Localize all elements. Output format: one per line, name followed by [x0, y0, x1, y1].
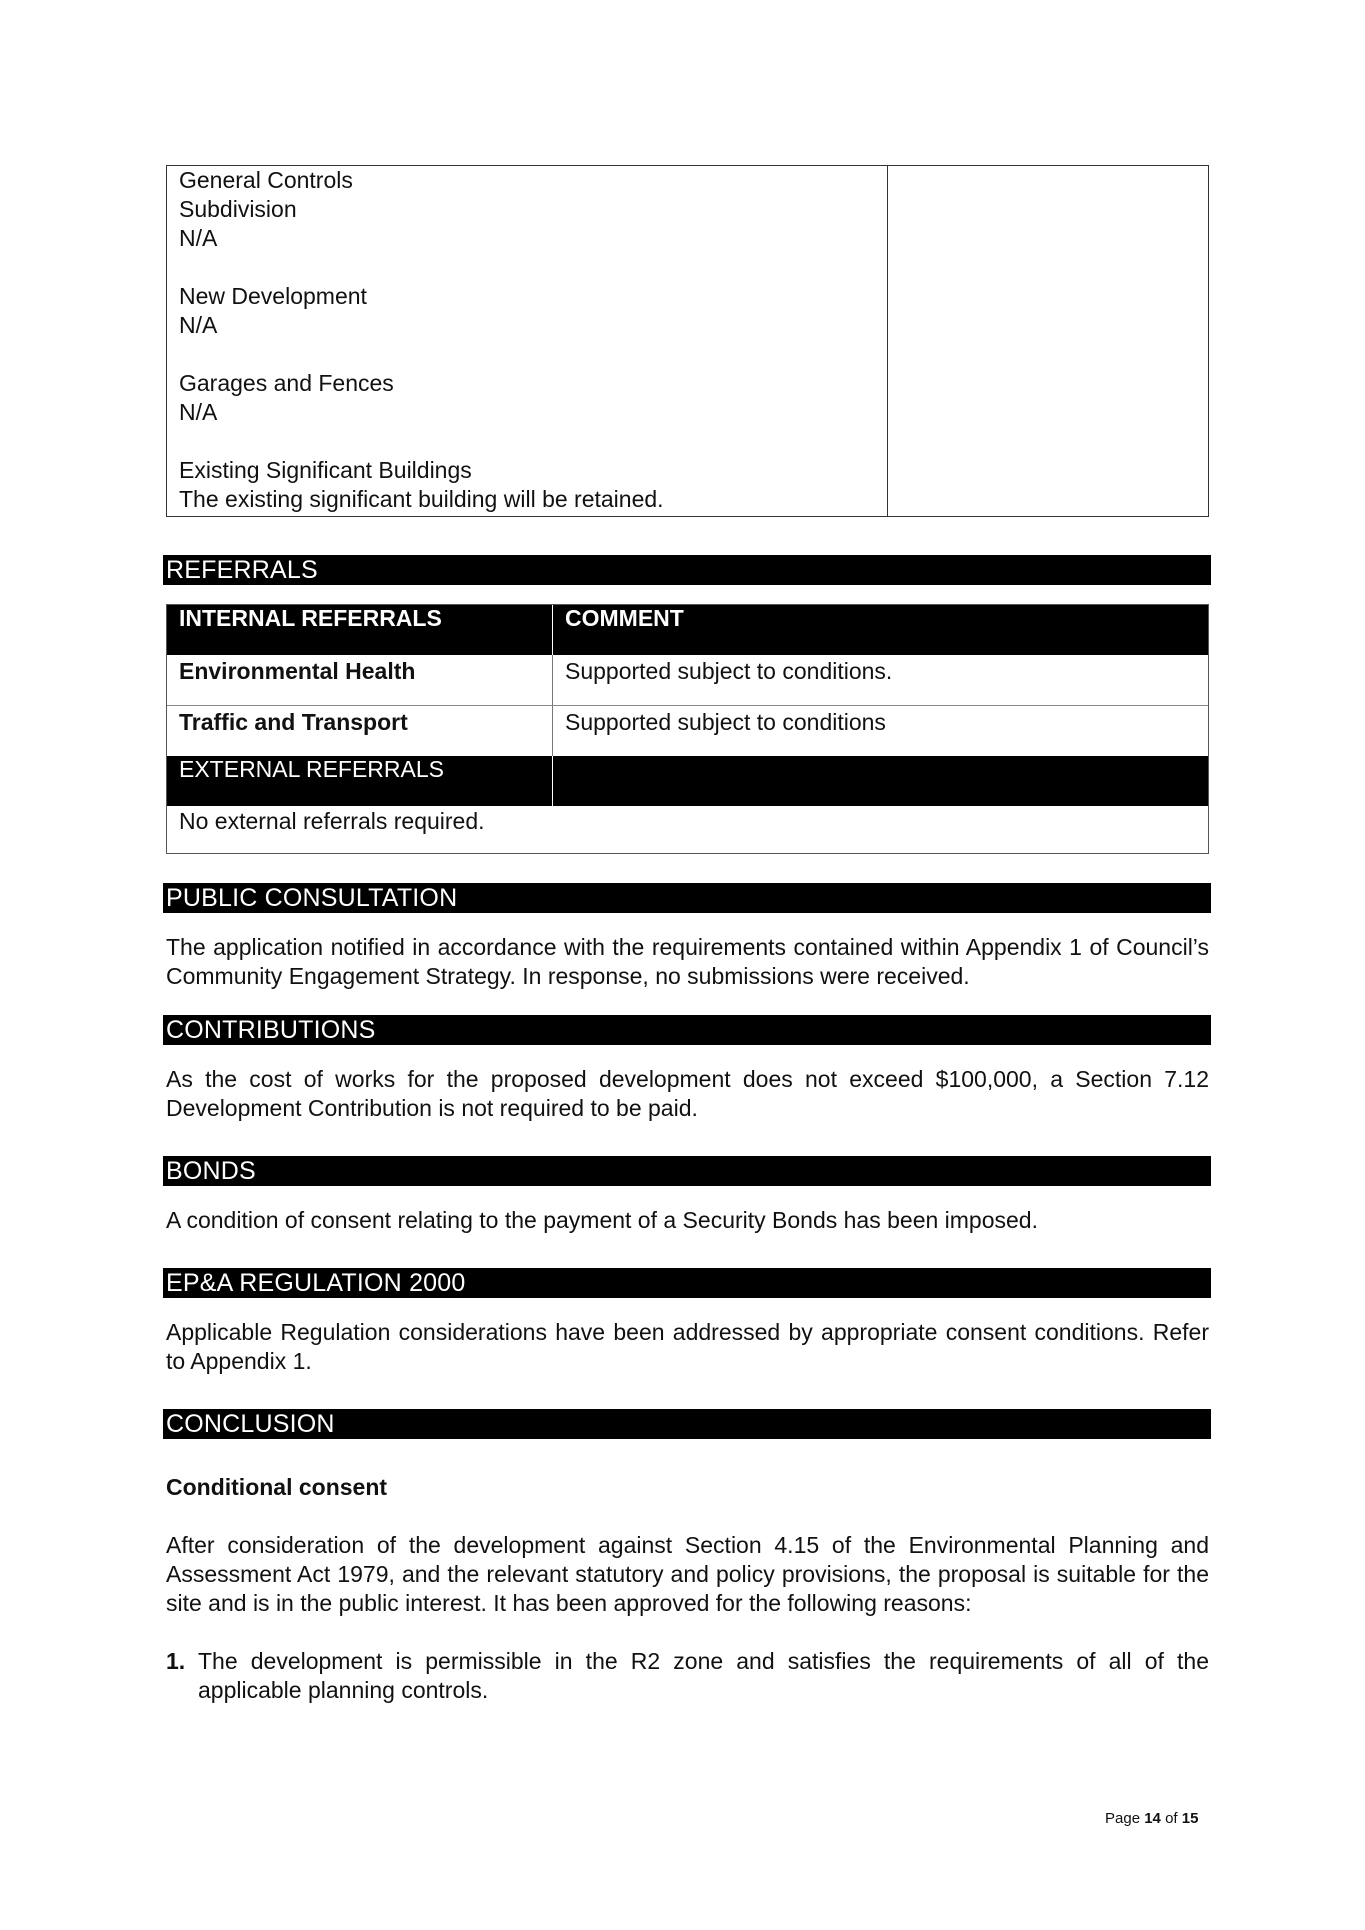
referral-comment: Supported subject to conditions. — [565, 658, 893, 684]
internal-referrals-header: INTERNAL REFERRALS — [167, 605, 553, 655]
new-development-label: New Development — [179, 283, 367, 309]
garages-fences-label: Garages and Fences — [179, 370, 394, 396]
controls-content — [179, 166, 879, 514]
reason-text: The development is permissible in the R2 zone and satisfies the requirements of all of the applicable planning controls. — [198, 1648, 1209, 1703]
list-item — [166, 1647, 1209, 1705]
referral-name: Traffic and Transport — [167, 706, 553, 756]
referral-name: Environmental Health — [167, 655, 553, 705]
contributions-heading: CONTRIBUTIONS — [163, 1015, 1211, 1045]
public-consultation-heading: PUBLIC CONSULTATION — [163, 883, 1211, 913]
subdivision-value: N/A — [179, 225, 218, 251]
conclusion-subheading: Conditional consent — [166, 1474, 388, 1500]
regulation-text: Applicable Regulation considerations have been addressed by appropriate consent conditions. Refer to Appendix 1. — [166, 1319, 1209, 1374]
referral-comment: Supported subject to conditions — [565, 709, 886, 735]
regulation-heading: EP&A REGULATION 2000 — [163, 1268, 1211, 1298]
external-referrals-header-row — [167, 756, 1208, 806]
public-consultation-text: The application notified in accordance with the requirements contained within Appendix 1 of Council’s Community Engagement Strategy. In response, no submissions were received. — [166, 934, 1209, 989]
conclusion-heading: CONCLUSION — [163, 1409, 1211, 1439]
garages-fences-value: N/A — [179, 399, 218, 425]
page-number — [1105, 1810, 1198, 1827]
external-referrals-text: No external referrals required. — [179, 808, 485, 834]
bonds-text: A condition of consent relating to the payment of a Security Bonds has been imposed. — [166, 1207, 1038, 1233]
page-current: 14 — [1144, 1810, 1161, 1827]
external-comment-empty — [553, 756, 1208, 806]
referral-row — [167, 706, 1208, 756]
general-controls-heading: General Controls — [179, 167, 353, 193]
external-referrals-header: EXTERNAL REFERRALS — [167, 756, 553, 806]
external-referrals-row — [167, 806, 1208, 853]
existing-buildings-label: Existing Significant Buildings — [179, 457, 472, 483]
controls-column-divider — [887, 166, 888, 516]
reasons-list — [166, 1647, 1209, 1705]
page-of: of — [1165, 1810, 1178, 1827]
new-development-value: N/A — [179, 312, 218, 338]
general-controls-table — [166, 165, 1209, 517]
reason-number: 1. — [166, 1648, 186, 1674]
contributions-text: As the cost of works for the proposed development does not exceed $100,000, a Section 7.12 Development Contribution is not required to be paid. — [166, 1066, 1209, 1121]
conclusion-text: After consideration of the development against Section 4.15 of the Environmental Planning and Assessment Act 1979, and the relevant statutory and policy provisions, the proposal is suitable for the site and is in the public interest. It has been approved for the following reasons: — [166, 1532, 1209, 1616]
bonds-heading: BONDS — [163, 1156, 1211, 1186]
subdivision-label: Subdivision — [179, 196, 297, 222]
referral-row — [167, 655, 1208, 706]
page-word: Page — [1105, 1810, 1141, 1827]
internal-referrals-header-row — [167, 605, 1208, 655]
page-total: 15 — [1181, 1810, 1199, 1827]
referrals-table — [166, 604, 1209, 854]
existing-buildings-value: The existing significant building will be retained. — [179, 486, 664, 512]
comment-header: COMMENT — [565, 605, 684, 631]
referrals-heading: REFERRALS — [163, 555, 1211, 585]
